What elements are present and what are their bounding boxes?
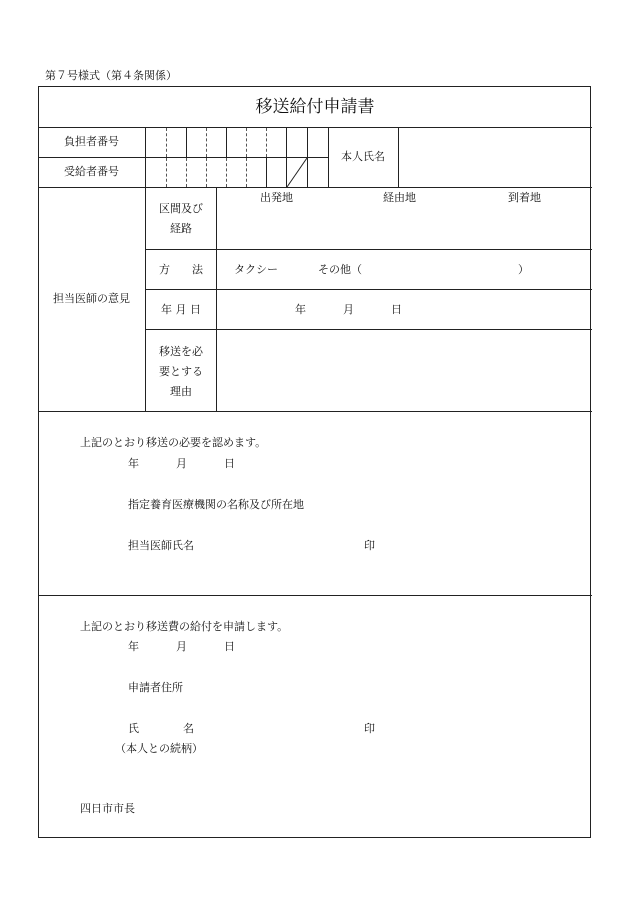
cert-year-label: 年: [128, 457, 139, 470]
burden-number-label: 負担者番号: [64, 135, 119, 148]
other-option[interactable]: その他（: [318, 263, 362, 276]
cert-day-label: 日: [224, 457, 235, 470]
reason-label-2: 要とする: [159, 365, 203, 378]
diagonal-slash-icon: [286, 158, 308, 188]
certification-statement: 上記のとおり移送の必要を認めます。: [80, 436, 267, 449]
departure-label: 出発地: [260, 191, 293, 204]
relation-label: （本人との続柄）: [115, 742, 203, 755]
app-day-label: 日: [224, 640, 235, 653]
date-day-label: 日: [391, 303, 402, 316]
doctor-name-label: 担当医師氏名: [128, 539, 194, 552]
seal-mark: 印: [364, 539, 375, 552]
application-statement: 上記のとおり移送費の給付を申請します。: [80, 620, 289, 633]
seal-mark: 印: [364, 722, 375, 735]
method-label: 方 法: [159, 263, 203, 276]
taxi-option[interactable]: タクシー: [234, 263, 278, 276]
divider: [38, 411, 592, 412]
date-month-label: 月: [343, 303, 354, 316]
arrival-label: 到着地: [508, 191, 541, 204]
date-label: 年 月 日: [161, 303, 201, 316]
reason-label: 移送を必: [159, 345, 203, 358]
via-label: 経由地: [383, 191, 416, 204]
app-month-label: 月: [176, 640, 187, 653]
doctor-opinion-label: 担当医師の意見: [53, 292, 130, 305]
route-field[interactable]: [217, 205, 591, 248]
form-title: 移送給付申請書: [255, 97, 375, 117]
divider: [145, 249, 592, 250]
route-label: 区間及び: [159, 202, 203, 215]
applicant-name-label: 氏 名: [128, 722, 194, 735]
institution-label: 指定養育医療機関の名称及び所在地: [128, 498, 304, 511]
recipient-number-label: 受給者番号: [64, 165, 119, 178]
divider: [38, 187, 592, 188]
divider: [38, 595, 592, 596]
applicant-address-label: 申請者住所: [128, 681, 183, 694]
other-close-paren: ）: [518, 263, 529, 276]
reason-label-3: 理由: [170, 385, 192, 398]
person-name-label: 本人氏名: [341, 150, 385, 163]
route-label-2: 経路: [170, 222, 192, 235]
reason-field[interactable]: [217, 330, 591, 411]
person-name-field[interactable]: [399, 128, 591, 187]
date-year-label: 年: [295, 303, 306, 316]
burden-number-field[interactable]: [146, 128, 328, 157]
mayor-label: 四日市市長: [80, 802, 135, 815]
cert-month-label: 月: [176, 457, 187, 470]
form-label: 第７号様式（第４条関係）: [45, 69, 177, 82]
divider: [145, 289, 592, 290]
app-year-label: 年: [128, 640, 139, 653]
